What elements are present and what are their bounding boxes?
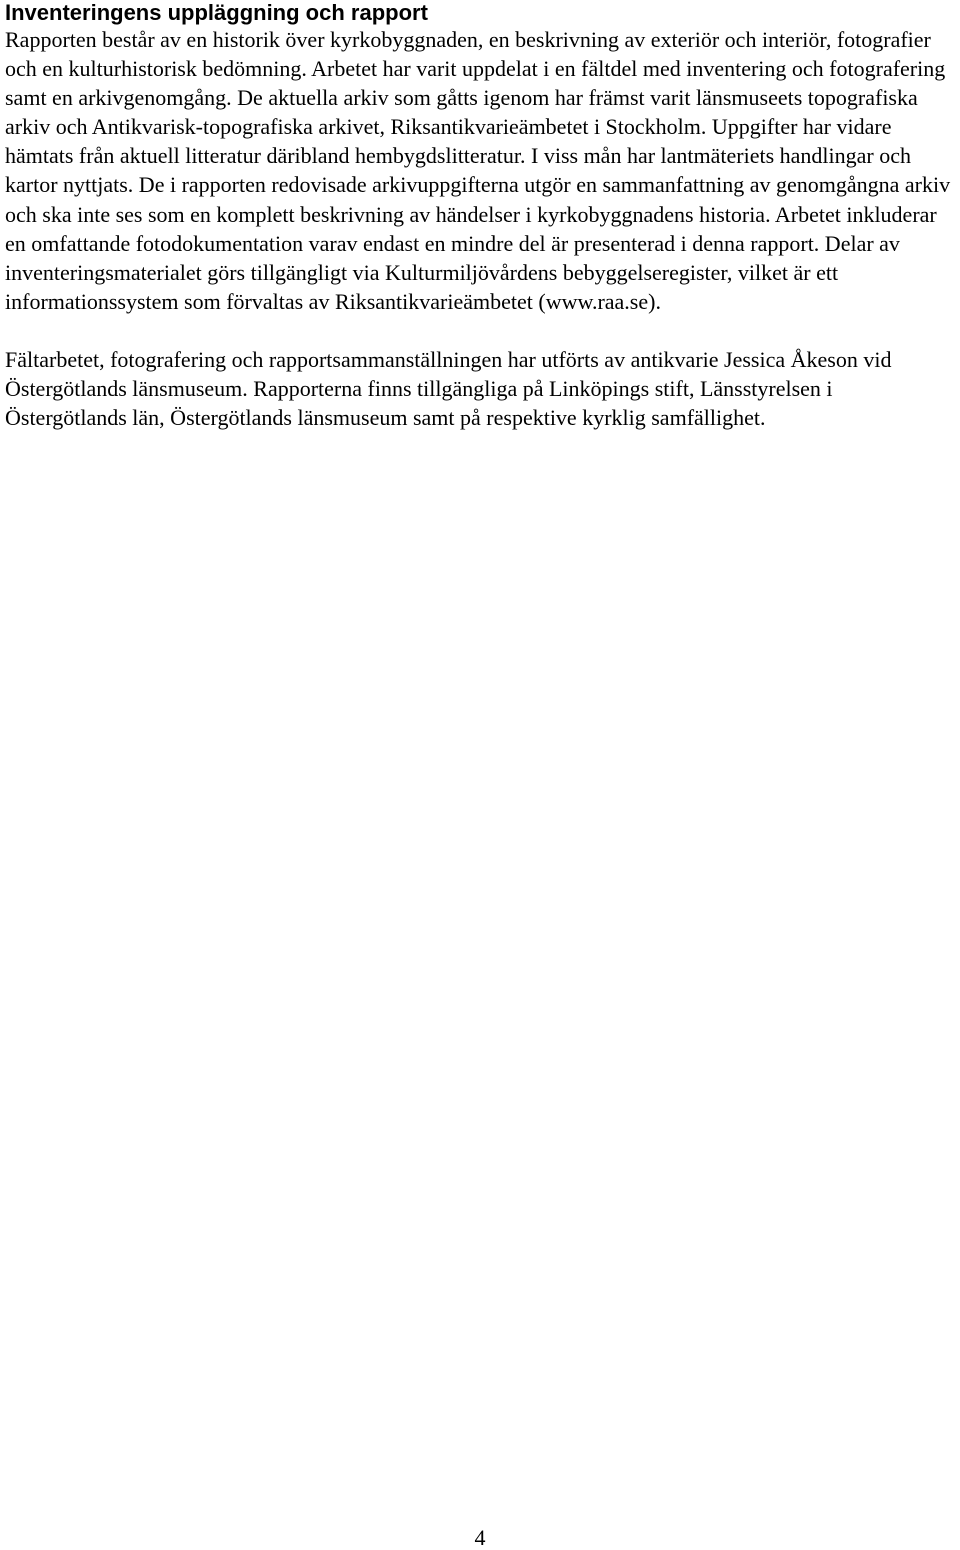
- page-number: 4: [474, 1525, 486, 1550]
- body-paragraph-credits: Fältarbetet, fotografering och rapportsammanställningen har utförts av antikvarie Jessica Åkeson vid Östergötlands länsmuseum. Rapporterna finns tillgängliga på Linköpings stift, Länsstyrelsen i Östergötlands län, Östergötlands länsmuseum samt på respektive kyrklig samfällighet.: [5, 346, 892, 431]
- section-heading: Inventeringens uppläggning och rapport: [5, 0, 428, 25]
- body-paragraph-method: Rapporten består av en historik över kyrkobyggnaden, en beskrivning av exteriör och interiör, fotografier och en kulturhistorisk bedömning. Arbetet har varit uppdelat i en fältdel med inventering och fotografering samt en arkivgenomgång. De aktuella arkiv som gåtts igenom har främst varit länsmuseets topografiska arkiv och Antikvarisk-topografiska arkivet, Riksantikvarieämbetet i Stockholm. Uppgifter har vidare hämtats från aktuell litteratur däribland hembygdslitteratur. I viss mån har lantmäteriets handlingar och kartor nyttjats. De i rapporten redovisade arkivuppgifterna utgör en sammanfattning av genomgångna arkiv och ska inte ses som en komplett beskrivning av händelser i kyrkobyggnadens historia. Arbetet inkluderar en omfattande fotodokumentation varav endast en mindre del är presenterad i denna rapport. Delar av inventeringsmaterialet görs tillgängligt via Kulturmiljövårdens bebyggelseregister, vilket är ett informationssystem som förvaltas av Riksantikvarieämbetet (www.raa.se).: [5, 27, 951, 314]
- document-page: [5, 0, 955, 432]
